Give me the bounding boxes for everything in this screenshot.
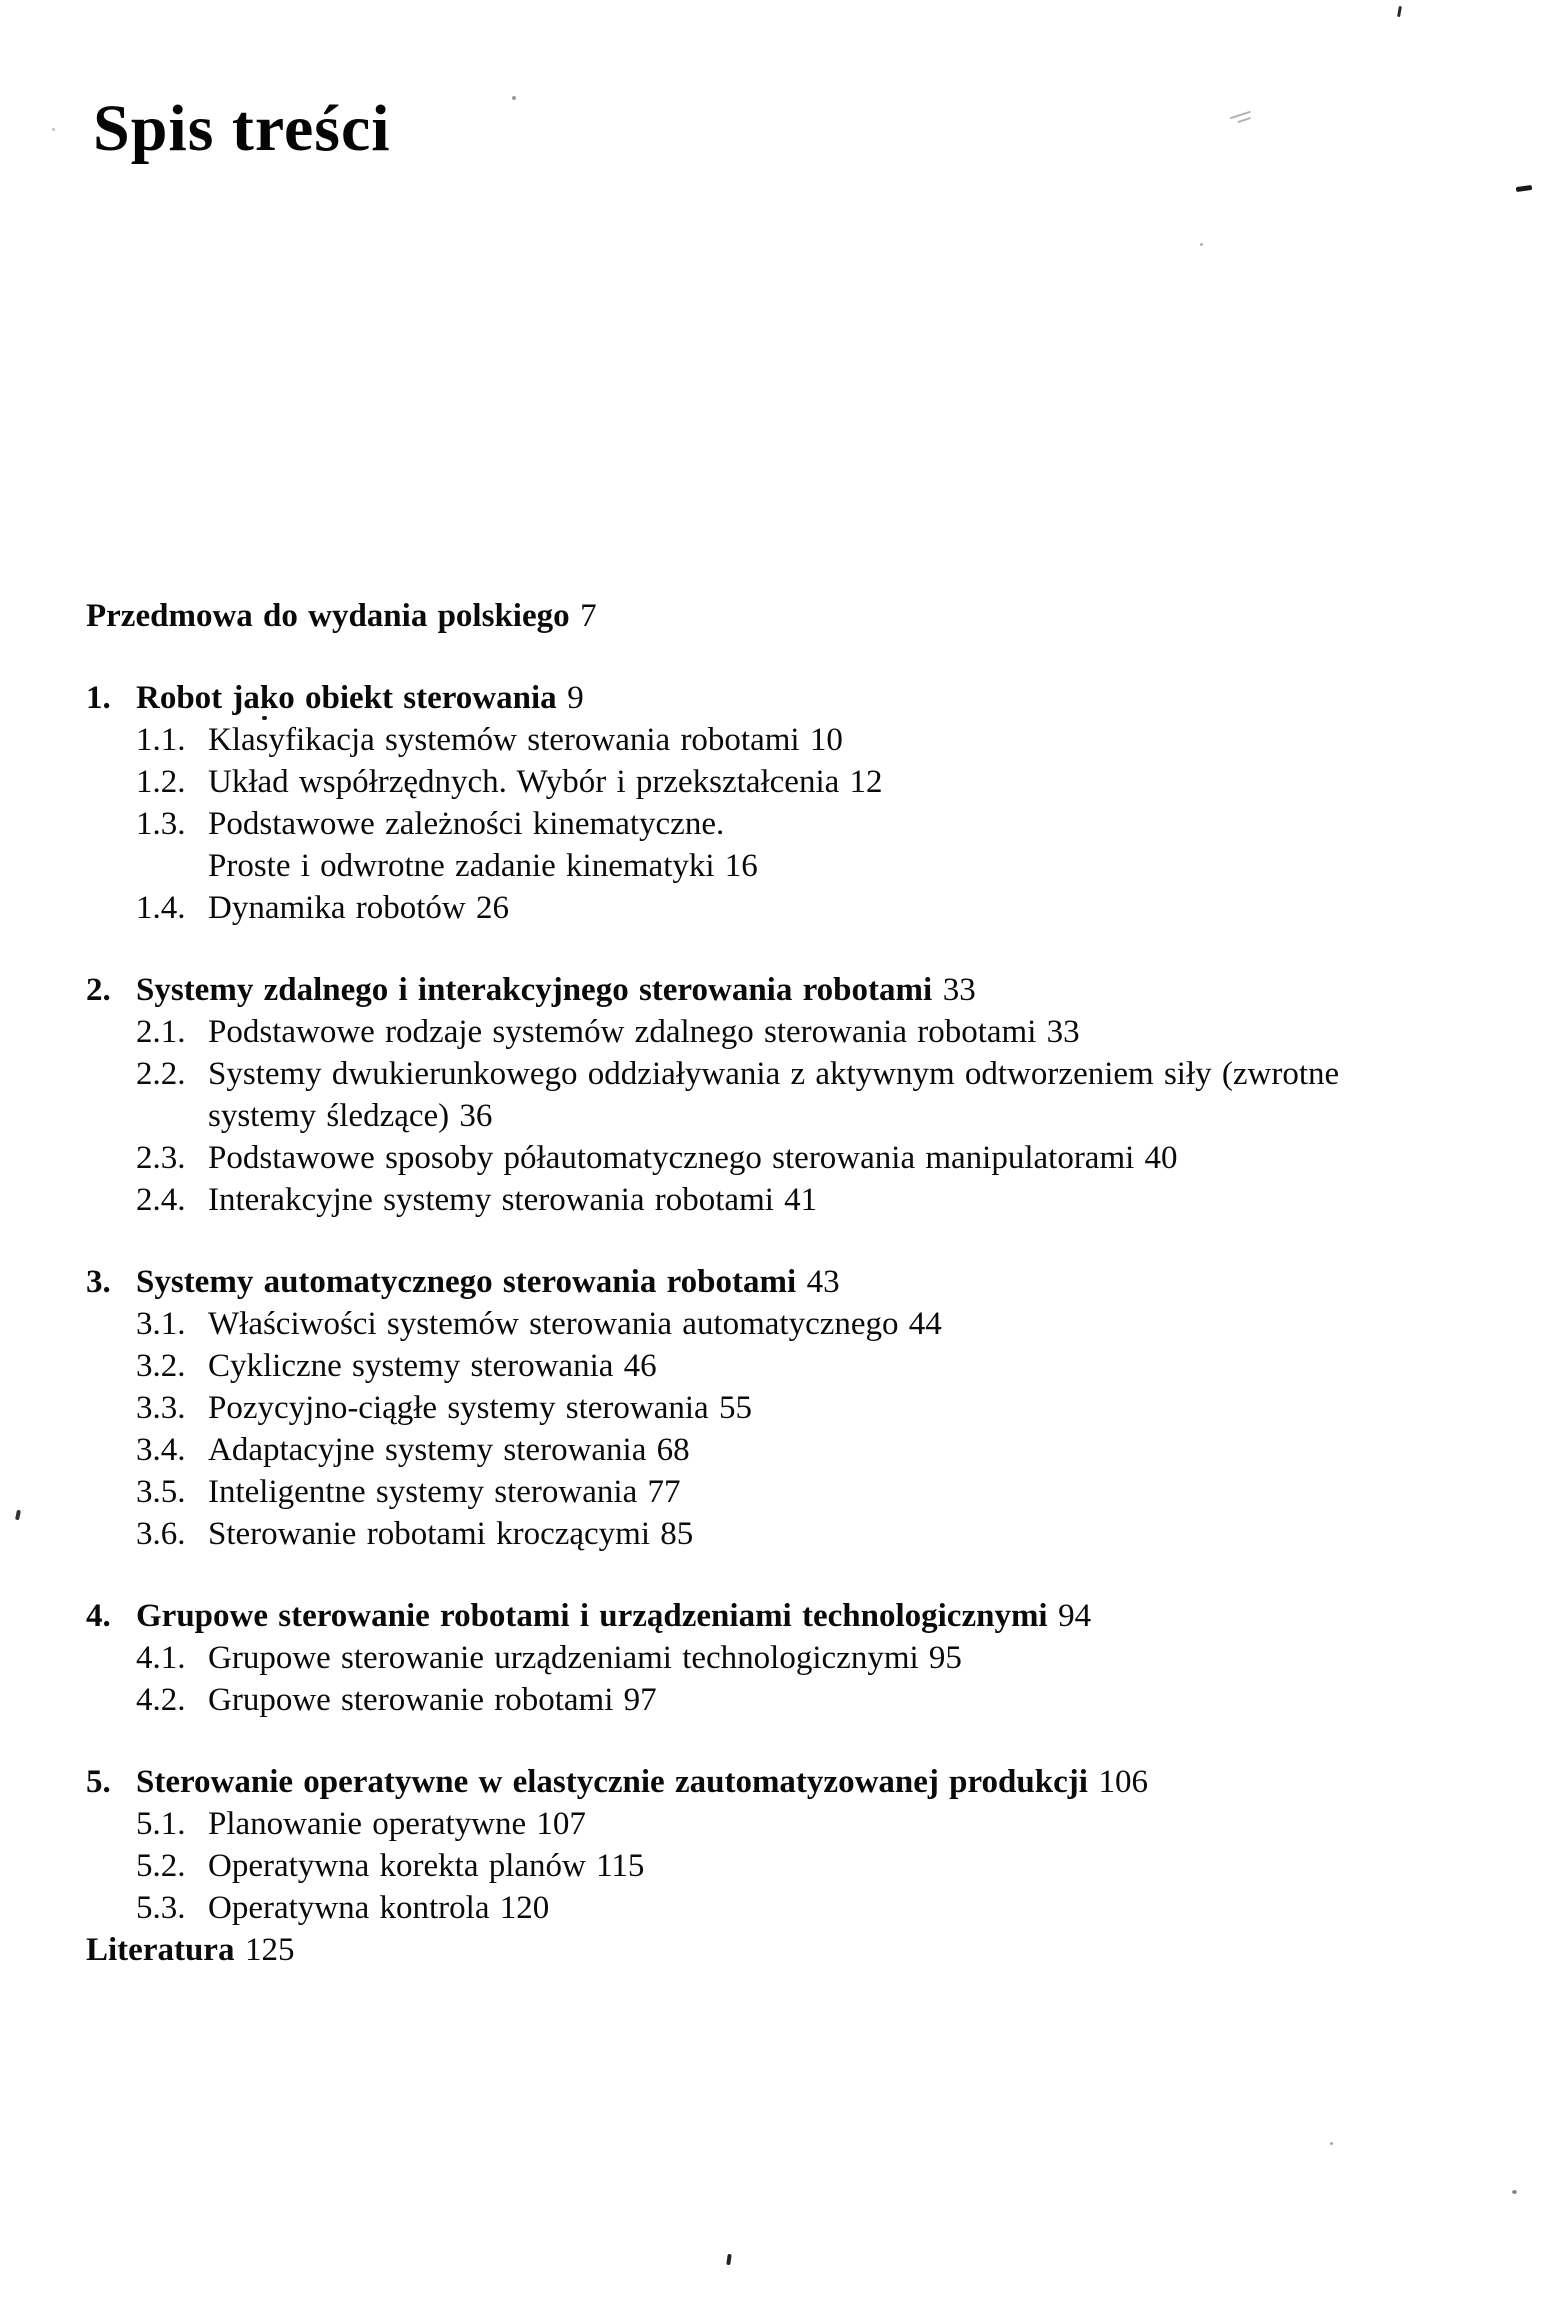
page-title: Spis treści (93, 92, 391, 165)
chapter-number: 3. (86, 1264, 111, 1300)
chapter-heading (86, 1761, 1486, 1803)
toc-item (136, 719, 1486, 761)
toc-item (136, 1637, 1486, 1679)
section-title: Planowanie operatywne 107 (208, 1806, 586, 1842)
section-title: Sterowanie robotami kroczącymi 85 (208, 1516, 694, 1552)
section-title: Podstawowe rodzaje systemów zdalnego sterowania robotami 33 (208, 1014, 1080, 1050)
chapter-number: 1. (86, 680, 111, 716)
scan-speck (1512, 2190, 1517, 2194)
scan-speck (1330, 2142, 1333, 2145)
toc-item (136, 803, 1486, 887)
section-title: Operatywna korekta planów 115 (208, 1848, 645, 1884)
scan-speck (726, 2254, 731, 2265)
chapter-title: Systemy zdalnego i interakcyjnego sterowania robotami 33 (136, 972, 976, 1008)
section-title: Cykliczne systemy sterowania 46 (208, 1348, 657, 1384)
toc-item (136, 1137, 1486, 1179)
section-number: 3.4. (136, 1432, 186, 1468)
section-number: 3.1. (136, 1306, 186, 1342)
section-number: 2.2. (136, 1056, 186, 1092)
scan-speck (512, 96, 516, 100)
toc-chapter (86, 969, 1486, 1221)
toc-item (136, 1887, 1486, 1929)
chapter-number: 5. (86, 1764, 111, 1800)
chapter-page-number: 33 (942, 972, 976, 1008)
scan-speck (1200, 243, 1203, 246)
scan-speck (15, 1510, 21, 1521)
section-number: 2.1. (136, 1014, 186, 1050)
section-number: 3.2. (136, 1348, 186, 1384)
section-number: 4.2. (136, 1682, 186, 1718)
chapter-page-number: 43 (806, 1264, 840, 1300)
chapter-heading (86, 969, 1486, 1011)
toc-chapter (86, 677, 1486, 929)
section-title: Układ współrzędnych. Wybór i przekształcenia 12 (208, 764, 883, 800)
toc-item (136, 1303, 1486, 1345)
section-title: Podstawowe sposoby półautomatycznego sterowania manipulatorami 40 (208, 1140, 1178, 1176)
section-number: 1.2. (136, 764, 186, 800)
scan-speck (1516, 185, 1533, 192)
chapter-title: Robot jako obiekt sterowania 9 (136, 680, 584, 716)
section-title: Grupowe sterowanie urządzeniami technologicznymi 95 (208, 1640, 962, 1676)
section-number: 3.5. (136, 1474, 186, 1510)
section-number: 3.3. (136, 1390, 186, 1426)
toc-item (136, 1179, 1486, 1221)
section-title: Adaptacyjne systemy sterowania 68 (208, 1432, 690, 1468)
section-number: 1.4. (136, 890, 186, 926)
chapter-page-number: 9 (567, 680, 584, 716)
chapter-page-number: 94 (1058, 1598, 1092, 1634)
toc-item (136, 1429, 1486, 1471)
toc-item (136, 1803, 1486, 1845)
literature-label: Literatura (86, 1932, 235, 1968)
chapter-list (86, 677, 1486, 1929)
chapter-number: 4. (86, 1598, 111, 1634)
table-of-contents (86, 595, 1486, 1971)
section-title: Pozycyjno-ciągłe systemy sterowania 55 (208, 1390, 752, 1426)
chapter-heading (86, 1261, 1486, 1303)
toc-item (136, 1011, 1486, 1053)
section-number: 1.1. (136, 722, 186, 758)
chapter-heading (86, 677, 1486, 719)
chapter-title: Sterowanie operatywne w elastycznie zautomatyzowanej produkcji 106 (136, 1764, 1148, 1800)
section-number: 2.4. (136, 1182, 186, 1218)
section-number: 5.3. (136, 1890, 186, 1926)
chapter-page-number: 106 (1098, 1764, 1148, 1800)
toc-chapter (86, 1261, 1486, 1555)
section-number: 5.1. (136, 1806, 186, 1842)
toc-item (136, 1053, 1486, 1137)
section-number: 2.3. (136, 1140, 186, 1176)
section-title: Interakcyjne systemy sterowania robotami 41 (208, 1182, 818, 1218)
toc-item (136, 1471, 1486, 1513)
toc-entry-preface (86, 595, 1486, 637)
section-number: 5.2. (136, 1848, 186, 1884)
toc-item (136, 1845, 1486, 1887)
section-number: 3.6. (136, 1516, 186, 1552)
toc-chapter (86, 1595, 1486, 1721)
scan-speck (262, 716, 267, 720)
chapter-number: 2. (86, 972, 111, 1008)
chapter-title: Grupowe sterowanie robotami i urządzeniami technologicznymi 94 (136, 1598, 1092, 1634)
toc-chapter (86, 1761, 1486, 1929)
section-number: 4.1. (136, 1640, 186, 1676)
section-title: Inteligentne systemy sterowania 77 (208, 1474, 681, 1510)
section-number: 1.3. (136, 806, 186, 842)
section-title: Właściwości systemów sterowania automatycznego 44 (208, 1306, 942, 1342)
scan-smudge (1230, 107, 1265, 125)
section-title: Systemy dwukierunkowego oddziaływania z aktywnym odtworzeniem siły (zwrotne systemy śledzące) 36 (208, 1056, 1340, 1134)
section-title: Klasyfikacja systemów sterowania robotami 10 (208, 722, 843, 758)
toc-item (136, 1679, 1486, 1721)
section-title: Dynamika robotów 26 (208, 890, 509, 926)
scan-speck (1397, 6, 1402, 17)
section-title: Podstawowe zależności kinematyczne. Proste i odwrotne zadanie kinematyki 16 (208, 806, 758, 884)
preface-page-number: 7 (580, 598, 597, 634)
section-title: Grupowe sterowanie robotami 97 (208, 1682, 657, 1718)
toc-item (136, 761, 1486, 803)
toc-entry-literature (86, 1929, 1486, 1971)
literature-page-number: 125 (245, 1932, 295, 1968)
toc-item (136, 1345, 1486, 1387)
toc-item (136, 1387, 1486, 1429)
toc-item (136, 887, 1486, 929)
chapter-title: Systemy automatycznego sterowania robotami 43 (136, 1264, 840, 1300)
chapter-heading (86, 1595, 1486, 1637)
section-title: Operatywna kontrola 120 (208, 1890, 550, 1926)
preface-label: Przedmowa do wydania polskiego (86, 598, 570, 634)
scan-speck (52, 128, 55, 131)
toc-item (136, 1513, 1486, 1555)
